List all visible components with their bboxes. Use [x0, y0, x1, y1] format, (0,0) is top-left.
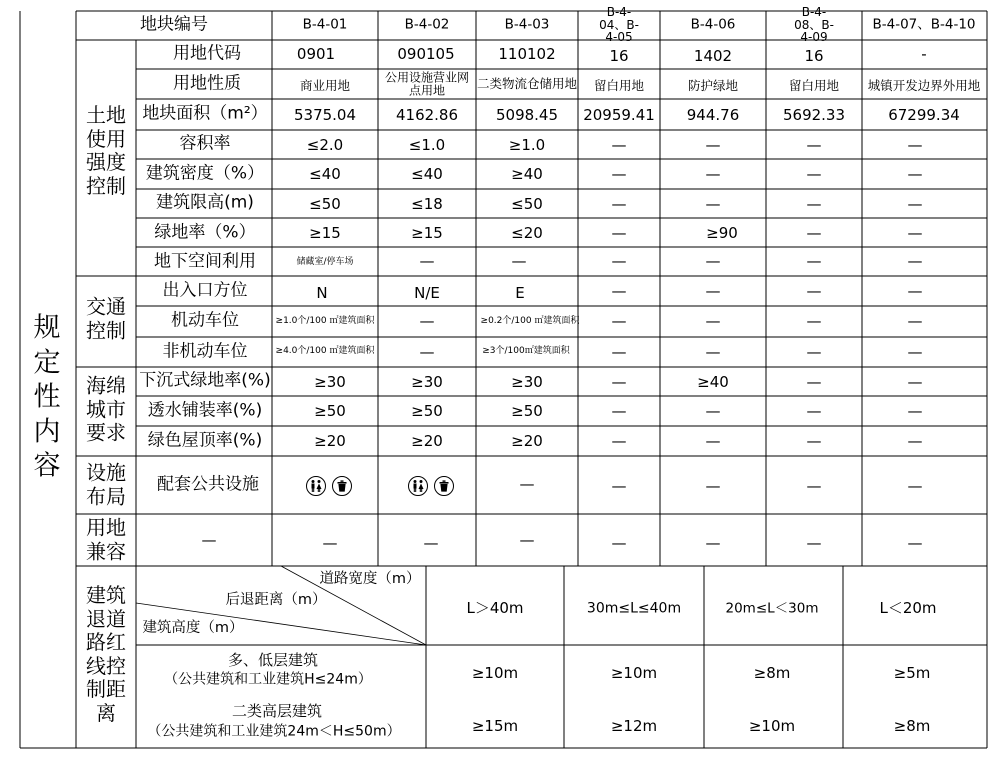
cell-permeable: ≥50: [511, 401, 543, 420]
cell-access: N: [316, 283, 328, 302]
cell-far: ≥1.0: [508, 135, 546, 154]
cell-sunken: —: [806, 372, 822, 391]
cell-code: 16: [609, 46, 629, 65]
cell-density: —: [705, 164, 721, 183]
cell-sunken: ≥40: [697, 372, 729, 391]
section-land-compat: 用地兼容: [86, 515, 126, 563]
high-rise-setback: ≥12m: [610, 716, 658, 735]
cell-facility: —: [705, 476, 721, 495]
facility-icons: [306, 476, 352, 496]
toilet-icon: [306, 476, 326, 496]
cell-height: ≤18: [411, 194, 443, 213]
cell-underground: —: [907, 251, 923, 270]
cell-compat: —: [806, 533, 822, 552]
cell-height: —: [806, 194, 822, 213]
cell-compat: —: [611, 533, 627, 552]
cell-permeable: —: [705, 401, 721, 420]
cell-height: ≤50: [511, 194, 543, 213]
section-prescriptive: 规定性内容: [33, 312, 61, 482]
cell-permeable: ≥50: [314, 401, 346, 420]
cell-area: 5375.04: [293, 105, 357, 124]
low-rise-setback: ≥8m: [753, 663, 791, 682]
cell-roof: —: [611, 431, 627, 450]
cell-access: —: [611, 281, 627, 300]
cell-facility: —: [907, 476, 923, 495]
section-facility-layout: 设施布局: [86, 460, 126, 508]
cell-far: ≤2.0: [306, 135, 344, 154]
cell-sunken: ≥30: [314, 372, 346, 391]
cell-green: ≥15: [411, 223, 443, 242]
row-label-area: 地块面积（m²）: [142, 103, 268, 124]
cell-density: ≥40: [511, 164, 543, 183]
row-label-far: 容积率: [179, 133, 231, 154]
cell-code: 16: [804, 46, 824, 65]
cell-nature: 留白用地: [788, 78, 840, 94]
cell-area: 4162.86: [395, 105, 459, 124]
cell-facility: —: [611, 476, 627, 495]
row-label-height: 建筑限高(m): [156, 192, 254, 213]
cell-sunken: ≥30: [411, 372, 443, 391]
diag-building-height: 建筑高度（m）: [142, 620, 244, 637]
cell-roof: ≥20: [411, 431, 443, 450]
road-width-header: 30m≤L≤40m: [586, 600, 682, 617]
cell-code: -: [921, 44, 927, 63]
section-traffic-control: 交通控制: [86, 294, 126, 342]
cell-roof: —: [907, 431, 923, 450]
cell-motor: —: [907, 311, 923, 330]
cell-access: —: [705, 281, 721, 300]
high-rise-label: 二类高层建筑: [231, 701, 323, 720]
cell-compat: —: [423, 533, 439, 552]
cell-underground: —: [419, 251, 435, 270]
cell-access: N/E: [414, 283, 440, 302]
cell-area: 944.76: [686, 105, 740, 124]
cell-height: —: [907, 194, 923, 213]
cell-far: —: [806, 135, 822, 154]
cell-nature: 城镇开发边界外用地: [867, 78, 981, 94]
cell-compat: —: [705, 533, 721, 552]
cell-nature: 二类物流仓储用地: [476, 76, 578, 92]
cell-far: —: [907, 135, 923, 154]
cell-permeable: —: [611, 401, 627, 420]
cell-compat: —: [201, 530, 217, 549]
section-land-use-intensity: 土地使用强度控制: [86, 102, 126, 198]
cell-nonmotor: —: [705, 342, 721, 361]
cell-roof: ≥20: [314, 431, 346, 450]
header-label: 地块编号: [140, 14, 208, 35]
cell-far: —: [705, 135, 721, 154]
cell-compat: —: [907, 533, 923, 552]
low-rise-sublabel: （公共建筑和工业建筑H≤24m）: [164, 671, 372, 688]
cell-code: 0901: [296, 44, 336, 63]
cell-compat: —: [322, 533, 338, 552]
cell-code: 110102: [498, 44, 556, 63]
cell-far: ≤1.0: [408, 135, 446, 154]
cell-area: 20959.41: [583, 105, 655, 124]
plot-id: B-4-08、B-4-09: [794, 5, 834, 45]
cell-density: —: [806, 164, 822, 183]
cell-code: 1402: [693, 46, 733, 65]
cell-area: 5098.45: [495, 105, 559, 124]
cell-nature: 商业用地: [299, 78, 351, 94]
cell-nonmotor: ≥3个/100㎡建筑面积: [482, 346, 570, 357]
cell-nonmotor: —: [419, 342, 435, 361]
plot-id: B-4-01: [302, 16, 348, 33]
cell-sunken: —: [907, 372, 923, 391]
cell-roof: —: [806, 431, 822, 450]
plot-id: B-4-03: [504, 16, 550, 33]
cell-roof: —: [705, 431, 721, 450]
cell-sunken: —: [611, 372, 627, 391]
cell-nonmotor: —: [907, 342, 923, 361]
cell-green: —: [611, 223, 627, 242]
cell-height: —: [705, 194, 721, 213]
diag-road-width: 道路宽度（m）: [319, 571, 421, 588]
cell-motor: —: [419, 311, 435, 330]
high-rise-setback: ≥15m: [471, 716, 519, 735]
row-label-nature: 用地性质: [173, 73, 241, 94]
cell-access: E: [515, 283, 525, 302]
cell-density: —: [611, 164, 627, 183]
road-width-header: L＞40m: [466, 598, 524, 617]
row-label-motor: 机动车位: [171, 310, 239, 331]
high-rise-setback: ≥10m: [748, 716, 796, 735]
plot-id: B-4-06: [690, 16, 736, 33]
cell-motor: —: [806, 311, 822, 330]
low-rise-setback: ≥10m: [610, 663, 658, 682]
row-label-permeable: 透水铺装率(%): [147, 400, 263, 421]
plot-id: B-4-02: [404, 16, 450, 33]
cell-underground: —: [511, 251, 527, 270]
row-label-sunken: 下沉式绿地率(%): [139, 370, 271, 391]
cell-green: —: [907, 223, 923, 242]
cell-nonmotor: —: [806, 342, 822, 361]
row-label-green: 绿地率（%）: [154, 222, 256, 243]
cell-permeable: ≥50: [411, 401, 443, 420]
cell-far: —: [611, 135, 627, 154]
cell-underground: 储藏室/停车场: [296, 257, 354, 268]
cell-green: —: [806, 223, 822, 242]
plot-id: B-4-07、B-4-10: [872, 16, 976, 33]
section-setback: 建筑退道路红线控制距离: [86, 583, 126, 726]
cell-access: —: [907, 281, 923, 300]
row-label-nonmotor: 非机动车位: [162, 341, 248, 362]
plot-id: B-4-04、B-4-05: [599, 5, 639, 45]
facility-icons: [408, 476, 454, 496]
cell-facility: —: [519, 474, 535, 493]
row-label-roof: 绿色屋顶率(%): [147, 430, 263, 451]
cell-nonmotor: —: [611, 342, 627, 361]
trash-bin-icon: [332, 476, 352, 496]
cell-green: ≤20: [511, 223, 543, 242]
diag-setback-distance: 后退距离（m）: [225, 592, 327, 609]
cell-area: 5692.33: [782, 105, 846, 124]
high-rise-sublabel: （公共建筑和工业建筑24m＜H≤50m）: [147, 723, 401, 740]
high-rise-setback: ≥8m: [893, 716, 931, 735]
cell-height: —: [611, 194, 627, 213]
cell-sunken: ≥30: [511, 372, 543, 391]
cell-facility: —: [806, 476, 822, 495]
row-label-underground: 地下空间利用: [154, 251, 256, 272]
cell-underground: —: [611, 251, 627, 270]
road-width-header: L＜20m: [879, 598, 937, 617]
cell-area: 67299.34: [888, 105, 960, 124]
cell-nature: 公用设施营业网点用地: [384, 70, 469, 97]
row-label-facility: 配套公共设施: [157, 474, 259, 495]
toilet-icon: [408, 476, 428, 496]
cell-access: —: [806, 281, 822, 300]
row-label-access: 出入口方位: [162, 280, 248, 301]
cell-code: 090105: [397, 44, 455, 63]
cell-density: ≤40: [309, 164, 341, 183]
cell-density: ≤40: [411, 164, 443, 183]
cell-motor: —: [705, 311, 721, 330]
low-rise-setback: ≥10m: [471, 663, 519, 682]
cell-roof: ≥20: [511, 431, 543, 450]
cell-nonmotor: ≥4.0个/100 ㎡建筑面积: [275, 346, 375, 357]
cell-compat: —: [519, 530, 535, 549]
section-sponge-city: 海绵城市要求: [86, 373, 126, 445]
cell-nature: 防护绿地: [687, 78, 739, 94]
cell-nature: 留白用地: [593, 78, 645, 94]
trash-bin-icon: [434, 476, 454, 496]
row-label-density: 建筑密度（%）: [145, 163, 265, 184]
cell-height: ≤50: [309, 194, 341, 213]
cell-permeable: —: [907, 401, 923, 420]
cell-motor: ≥1.0个/100 ㎡建筑面积: [275, 316, 375, 327]
low-rise-setback: ≥5m: [893, 663, 931, 682]
cell-green: ≥90: [706, 223, 738, 242]
cell-density: —: [907, 164, 923, 183]
cell-green: ≥15: [309, 223, 341, 242]
cell-underground: —: [705, 251, 721, 270]
cell-underground: —: [806, 251, 822, 270]
cell-permeable: —: [806, 401, 822, 420]
cell-motor: ≥0.2个/100 ㎡建筑面积: [480, 316, 580, 327]
cell-motor: —: [611, 311, 627, 330]
road-width-header: 20m≤L＜30m: [725, 600, 819, 617]
row-label-code: 用地代码: [173, 43, 241, 64]
low-rise-label: 多、低层建筑: [227, 650, 319, 669]
